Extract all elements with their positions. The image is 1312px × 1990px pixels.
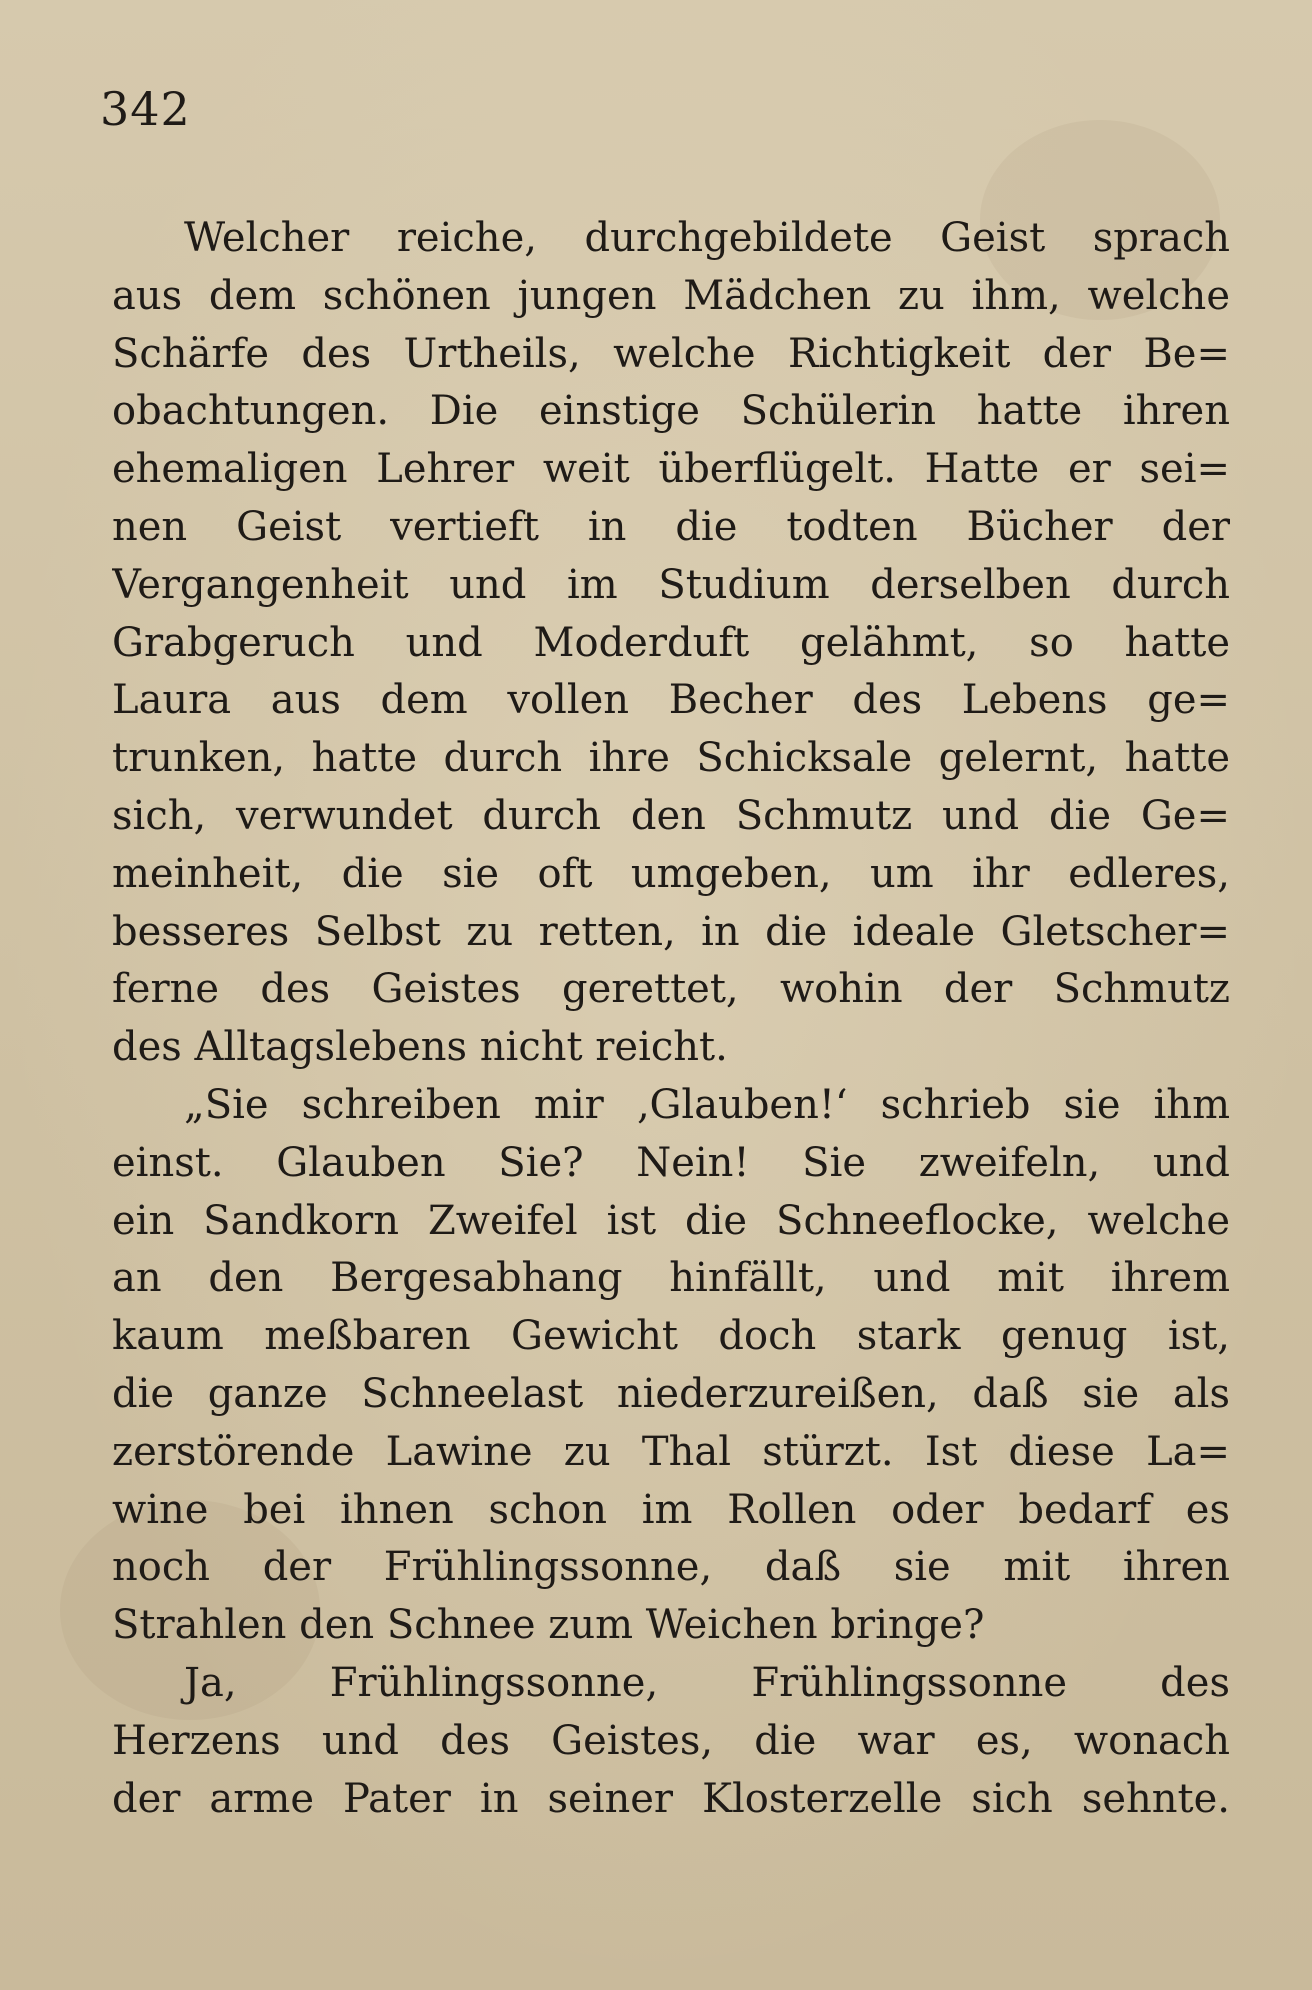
text-line: Vergangenheit und im Studium derselben durch	[112, 561, 1230, 608]
text-line: des Alltagslebens nicht reicht.	[112, 1024, 728, 1071]
text-line: zerstörende Lawine zu Thal stürzt. Ist diese La=	[112, 1428, 1230, 1475]
text-line: ein Sandkorn Zweifel ist die Schneeflocke, welche	[112, 1197, 1230, 1244]
text-line: nen Geist vertieft in die todten Bücher der	[112, 503, 1230, 550]
text-line: „Sie schreiben mir ‚Glauben!‘ schrieb sie ihm	[184, 1081, 1230, 1128]
text-line: kaum meßbaren Gewicht doch stark genug ist,	[112, 1313, 1230, 1360]
text-line: noch der Frühlingssonne, daß sie mit ihren	[112, 1544, 1230, 1591]
text-line: Herzens und des Geistes, die war es, wonach	[112, 1717, 1230, 1764]
text-line: besseres Selbst zu retten, in die ideale Gletscher=	[112, 908, 1230, 955]
text-line: aus dem schönen jungen Mädchen zu ihm, welche	[112, 272, 1230, 319]
text-line: Ja, Frühlingssonne, Frühlingssonne des	[184, 1659, 1230, 1706]
text-line: sich, verwundet durch den Schmutz und die Ge=	[112, 792, 1230, 839]
text-line: wine bei ihnen schon im Rollen oder bedarf es	[112, 1486, 1230, 1533]
text-line: ehemaligen Lehrer weit überflügelt. Hatte er sei=	[112, 446, 1230, 493]
text-line: trunken, hatte durch ihre Schicksale gelernt, hatte	[112, 735, 1230, 782]
text-line: Laura aus dem vollen Becher des Lebens ge=	[112, 677, 1230, 724]
body-text	[112, 210, 1230, 1828]
text-line: Welcher reiche, durchgebildete Geist sprach	[184, 215, 1230, 261]
text-line: der arme Pater in seiner Klosterzelle sich sehnte.	[112, 1775, 1230, 1822]
page-number: 342	[100, 82, 191, 136]
text-line: Grabgeruch und Moderduft gelähmt, so hatte	[112, 619, 1230, 666]
text-line: meinheit, die sie oft umgeben, um ihr edleres,	[112, 850, 1230, 897]
text-line: einst. Glauben Sie? Nein! Sie zweifeln, und	[112, 1139, 1230, 1186]
text-line: obachtungen. Die einstige Schülerin hatte ihren	[112, 388, 1230, 435]
text-line: die ganze Schneelast niederzureißen, daß sie als	[112, 1370, 1230, 1417]
text-line: Schärfe des Urtheils, welche Richtigkeit der Be=	[112, 330, 1230, 377]
text-line: an den Bergesabhang hinfällt, und mit ihrem	[112, 1255, 1230, 1302]
text-line: Strahlen den Schnee zum Weichen bringe?	[112, 1602, 985, 1649]
text-line: ferne des Geistes gerettet, wohin der Schmutz	[112, 966, 1230, 1013]
